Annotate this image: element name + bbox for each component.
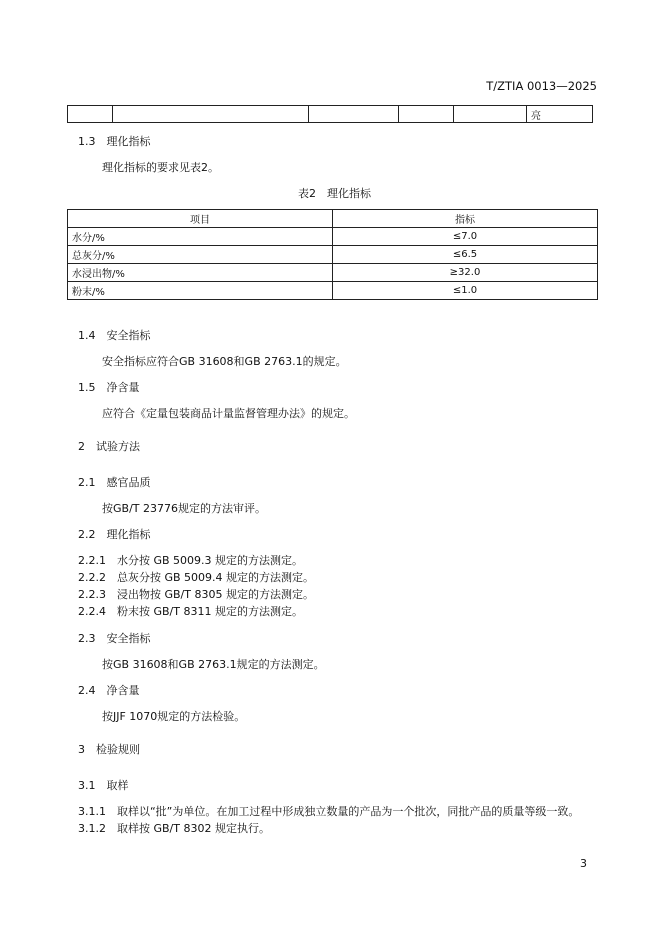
item-cell: 总灰分/%	[68, 246, 333, 264]
section-heading: 1.3 理化指标	[78, 135, 151, 148]
item-cell: 粉末/%	[68, 282, 333, 300]
paragraph: 理化指标的要求见表2。	[102, 161, 219, 174]
list-item: 2.2.3 浸出物按 GB/T 8305 规定的方法测定。	[78, 588, 314, 601]
list-item: 2.2.4 粉末按 GB/T 8311 规定的方法测定。	[78, 605, 303, 618]
section-heading: 2.4 净含量	[78, 684, 140, 697]
chapter-heading: 3 检验规则	[78, 743, 140, 756]
column-header: 指标	[333, 210, 598, 228]
section-heading: 3.1 取样	[78, 779, 129, 792]
table-row	[68, 246, 598, 264]
item-cell: 水分/%	[68, 228, 333, 246]
section-heading: 2.2 理化指标	[78, 528, 151, 541]
paragraph: 安全指标应符合GB 31608和GB 2763.1的规定。	[102, 355, 347, 368]
table-caption: 表2 理化指标	[298, 187, 371, 200]
spec-table	[67, 209, 598, 300]
value-cell: ≤7.0	[333, 228, 598, 246]
table-row	[68, 106, 593, 123]
table-cell	[68, 106, 113, 123]
item-cell: 水浸出物/%	[68, 264, 333, 282]
value-cell: ≤1.0	[333, 282, 598, 300]
column-header: 项目	[68, 210, 333, 228]
list-item: 2.2.2 总灰分按 GB 5009.4 规定的方法测定。	[78, 571, 315, 584]
section-heading: 2.1 感官品质	[78, 476, 151, 489]
list-item: 3.1.1 取样以“批”为单位。在加工过程中形成独立数量的产品为一个批次，同批产品的质量等级一致。	[78, 805, 580, 818]
paragraph: 按GB 31608和GB 2763.1规定的方法测定。	[102, 658, 325, 671]
paragraph: 按JJF 1070规定的方法检验。	[102, 710, 246, 723]
paragraph: 应符合《定量包装商品计量监督管理办法》的规定。	[102, 407, 355, 420]
value-cell: ≤6.5	[333, 246, 598, 264]
table-cell: 亮	[527, 106, 593, 123]
chapter-heading: 2 试验方法	[78, 440, 140, 453]
table-cell	[399, 106, 454, 123]
paragraph: 按GB/T 23776规定的方法审评。	[102, 502, 266, 515]
list-item: 3.1.2 取样按 GB/T 8302 规定执行。	[78, 822, 270, 835]
table-row	[68, 264, 598, 282]
section-heading: 2.3 安全指标	[78, 632, 151, 645]
continued-table	[67, 105, 593, 123]
table-cell	[454, 106, 527, 123]
table-row	[68, 282, 598, 300]
table-row	[68, 228, 598, 246]
section-heading: 1.4 安全指标	[78, 329, 151, 342]
table-cell	[113, 106, 309, 123]
table-cell	[309, 106, 399, 123]
value-cell: ≥32.0	[333, 264, 598, 282]
page-number: 3	[580, 857, 587, 870]
section-heading: 1.5 净含量	[78, 381, 140, 394]
table-header-row	[68, 210, 598, 228]
list-item: 2.2.1 水分按 GB 5009.3 规定的方法测定。	[78, 554, 304, 567]
standard-code: T/ZTIA 0013—2025	[486, 79, 597, 93]
